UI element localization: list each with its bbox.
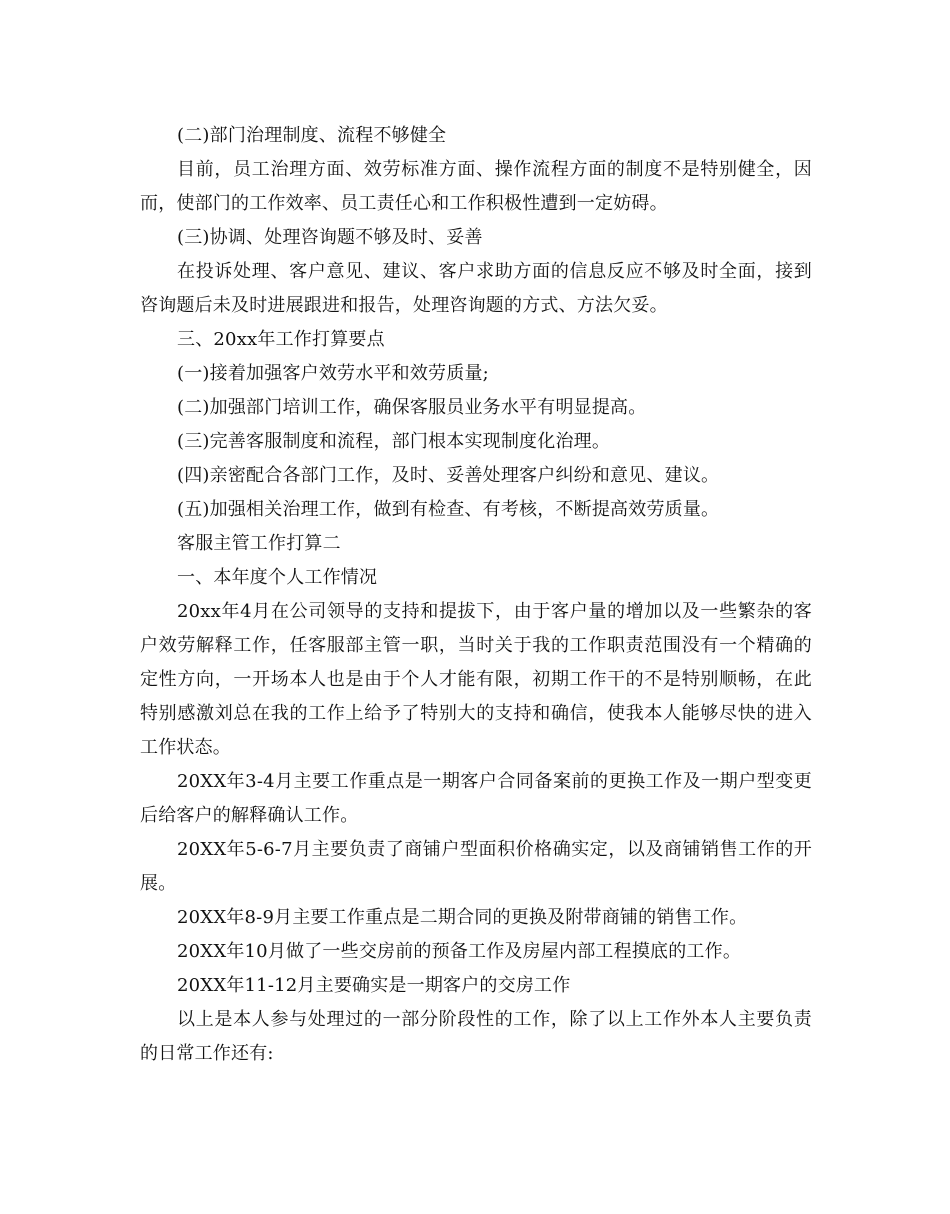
paragraph: 20XX年10月做了一些交房前的预备工作及房屋内部工程摸底的工作。 (177, 941, 742, 962)
paragraph: 20XX年3-4月主要工作重点是一期客户合同备案前的更换工作及一期户型变更后给客户的解释确认工作。 (140, 771, 812, 826)
list-item: (三)完善客服制度和流程，部门根本实现制度化治理。 (177, 431, 611, 452)
paragraph: 20XX年8-9月主要工作重点是二期合同的更换及附带商铺的销售工作。 (177, 907, 748, 928)
list-item: (五)加强相关治理工作，做到有检查、有考核，不断提高效劳质量。 (177, 499, 720, 520)
paragraph: 在投诉处理、客户意见、建议、客户求助方面的信息反应不够及时全面，接到咨询题后未及时进展跟进和报告，处理咨询题的方式、方法欠妥。 (140, 261, 812, 316)
paragraph: (三)协调、处理咨询题不够及时、妥善 (177, 227, 483, 248)
paragraph: 目前，员工治理方面、效劳标准方面、操作流程方面的制度不是特别健全，因而，使部门的工作效率、员工责任心和工作积极性遭到一定妨碍。 (140, 159, 812, 214)
paragraph: 以上是本人参与处理过的一部分阶段性的工作，除了以上工作外本人主要负责的日常工作还有: (140, 1009, 812, 1064)
list-item: (一)接着加强客户效劳水平和效劳质量; (177, 363, 489, 384)
paragraph: 20XX年11-12月主要确实是一期客户的交房工作 (177, 975, 571, 996)
section-heading: 一、本年度个人工作情况 (177, 567, 378, 588)
paragraph: (二)部门治理制度、流程不够健全 (177, 125, 447, 146)
list-item: (二)加强部门培训工作，确保客服员业务水平有明显提高。 (177, 397, 647, 418)
paragraph: 20XX年5-6-7月主要负责了商铺户型面积价格确实定，以及商铺销售工作的开展。 (140, 839, 812, 894)
list-item: (四)亲密配合各部门工作，及时、妥善处理客户纠纷和意见、建议。 (177, 465, 720, 486)
paragraph: 20xx年4月在公司领导的支持和提拔下，由于客户量的增加以及一些繁杂的客户效劳解释工作，任客服部主管一职，当时关于我的工作职责范围没有一个精确的定性方向，一开场本人也是由于个人才能有限，初期工作干的不是特别顺畅，在此特别感激刘总在我的工作上给予了特别大的支持和确信，使我本人能够尽快的进入工作状态。 (140, 601, 812, 758)
document-title: 客服主管工作打算二 (177, 533, 341, 554)
section-heading: 三、20xx年工作打算要点 (177, 329, 385, 350)
